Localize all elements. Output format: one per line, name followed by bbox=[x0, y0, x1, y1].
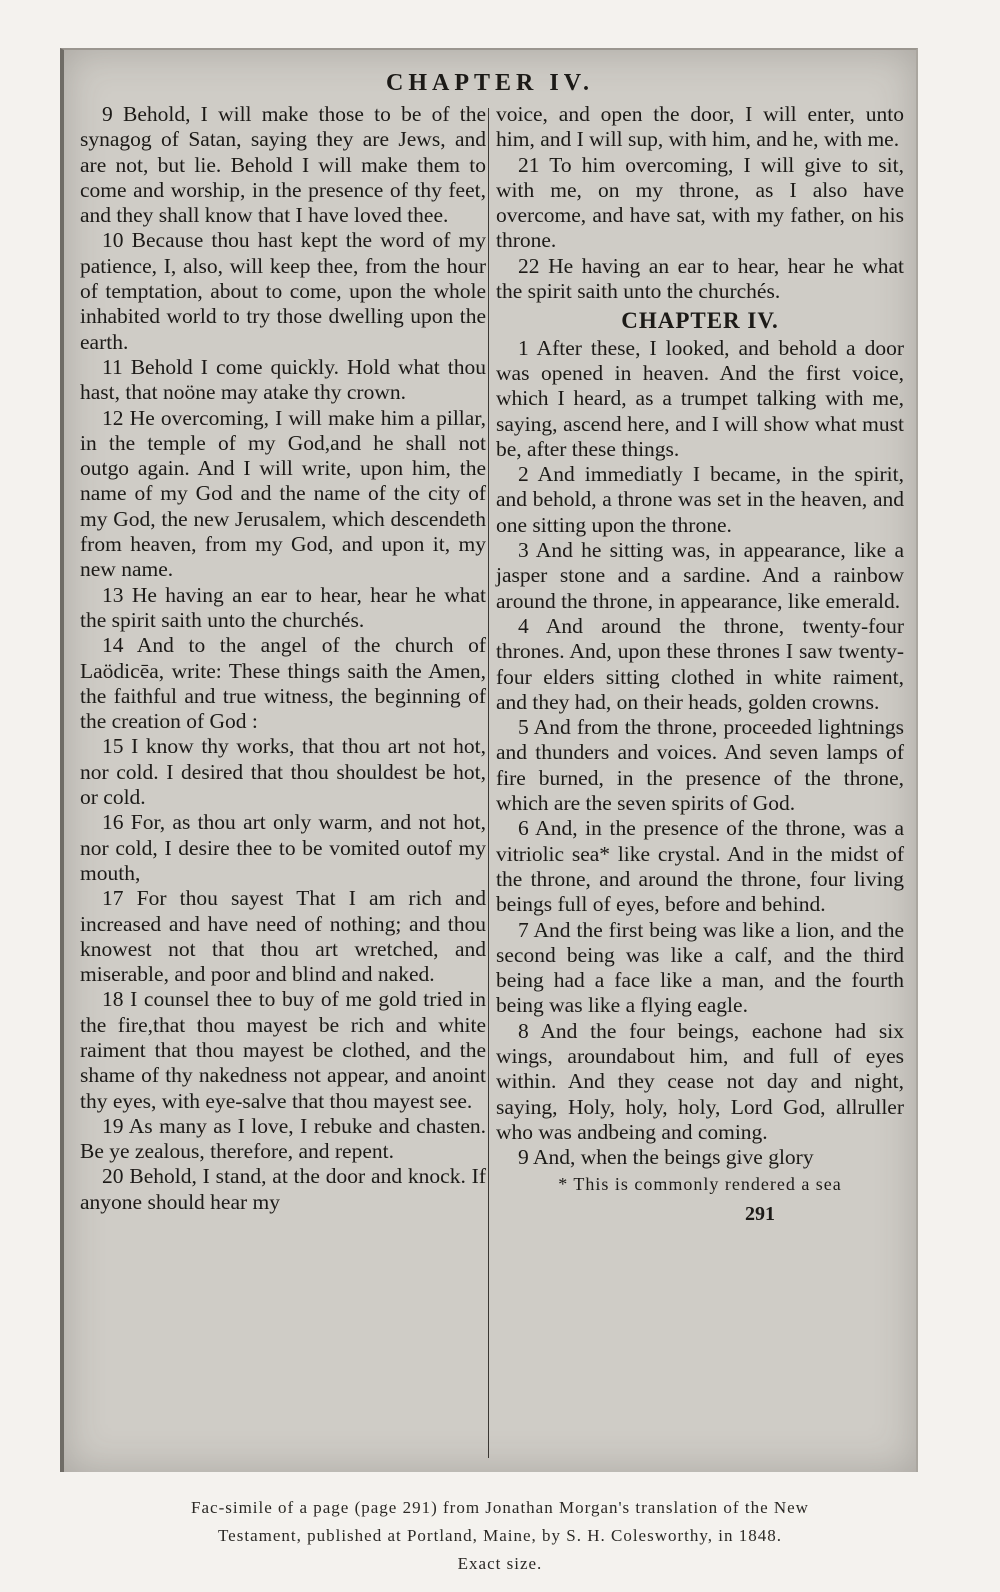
verse: 9 And, when the beings give glory bbox=[518, 1145, 814, 1170]
caption-line: Exact size. bbox=[457, 1554, 543, 1573]
verse: 17 For thou sayest That I am rich and increased and have need of nothing; and thou knowest not that thou art wretched, and miserable, and poor and blind and naked. bbox=[80, 886, 486, 987]
verse: 1 After these, I looked, and behold a door was opened in heaven. And the first voice, which I heard, as a trumpet talking with me, saying, ascend here, and I will show what must be, after these things. bbox=[496, 335, 904, 461]
verse: 19 As many as I love, I rebuke and chasten. Be ye zealous, therefore, and repent. bbox=[80, 1113, 486, 1164]
caption bbox=[0, 1494, 1000, 1578]
page-number: 291 bbox=[745, 1202, 775, 1225]
verse: 8 And the four beings, eachone had six wings, aroundabout him, and full of eyes within. And they cease not day and night, saying, Holy, holy, holy, Lord God, allruller who was andbeing and coming. bbox=[496, 1018, 904, 1144]
chapter-heading: CHAPTER IV. bbox=[386, 70, 594, 96]
verse: 6 And, in the presence of the throne, was a vitriolic sea* like crystal. And in the midst of the throne, and around the throne, four living beings full of eyes, before and behind. bbox=[496, 816, 904, 917]
verse: 12 He overcoming, I will make him a pillar, in the temple of my God,and he shall not outgo again. And I will write, upon him, the name of my God and the name of the city of my God, the new Jerusalem, which descendeth from heaven, from my God, and upon it, my new name. bbox=[80, 405, 486, 582]
verse: 9 Behold, I will make those to be of the synagog of Satan, saying they are Jews, and are not, but lie. Behold I will make them to come and worship, in the presence of thy feet, and they shall know that I have loved thee. bbox=[80, 102, 486, 228]
right-column bbox=[496, 102, 904, 1227]
column-divider bbox=[488, 108, 489, 1458]
verse: 7 And the first being was like a lion, and the second being was like a calf, and the third being had a face like a man, and the fourth being was like a flying eagle. bbox=[496, 917, 904, 1018]
verse: 15 I know thy works, that thou art not hot, nor cold. I desired that thou shouldest be hot, or cold. bbox=[80, 734, 486, 810]
verse: 16 For, as thou art only warm, and not hot, nor cold, I desire thee to be vomited outof my mouth, bbox=[80, 810, 486, 885]
facsimile-page bbox=[60, 48, 918, 1472]
verse: 3 And he sitting was, in appearance, like a jasper stone and a sardine. And a rainbow around the throne, in appearance, like emerald. bbox=[496, 538, 904, 613]
verse: 11 Behold I come quickly. Hold what thou hast, that noöne may atake thy crown. bbox=[80, 354, 486, 405]
caption-line: Testament, published at Portland, Maine, by S. H. Colesworthy, in 1848. bbox=[217, 1526, 783, 1545]
footnote: * This is commonly rendered a sea bbox=[558, 1174, 842, 1195]
verse: 21 To him overcoming, I will give to sit, with me, on my throne, as I also have overcome, and have sat, with my father, on his throne. bbox=[496, 152, 904, 253]
verse: 4 And around the throne, twenty-four thrones. And, upon these thrones I saw twenty-four elders sitting clothed in white raiment, and they had, on their heads, golden crowns. bbox=[496, 613, 904, 714]
verse: 2 And immediatly I became, in the spirit, and behold, a throne was set in the heaven, and one sitting upon the throne. bbox=[496, 462, 904, 537]
caption-line: Fac-simile of a page (page 291) from Jonathan Morgan's translation of the New bbox=[191, 1498, 809, 1517]
verse: 22 He having an ear to hear, hear he what the spirit saith unto the churchés. bbox=[496, 253, 904, 304]
verse: voice, and open the door, I will enter, unto him, and I will sup, with him, and he, with me. bbox=[496, 102, 904, 152]
verse: 10 Because thou hast kept the word of my patience, I, also, will keep thee, from the hour of temptation, about to come, upon the whole inhabited world to try those dwelling upon the earth. bbox=[80, 228, 486, 354]
verse: 13 He having an ear to hear, hear he what the spirit saith unto the churchés. bbox=[80, 582, 486, 632]
verse: 14 And to the angel of the church of Laödicēa, write: These things saith the Amen, the faithful and true witness, the beginning of the creation of God : bbox=[80, 633, 486, 734]
chapter-subheading: CHAPTER IV. bbox=[621, 308, 779, 334]
verse: 18 I counsel thee to buy of me gold tried in the fire,that thou mayest be rich and white raiment that thou mayest be clothed, and the shame of thy nakedness not appear, and anoint thy eyes, with eye-salve that thou mayest see. bbox=[80, 987, 486, 1113]
verse: 20 Behold, I stand, at the door and knock. If anyone should hear my bbox=[80, 1164, 486, 1214]
left-column bbox=[80, 102, 486, 1215]
verse: 5 And from the throne, proceeded lightnings and thunders and voices. And seven lamps of fire burned, in the presence of the throne, which are the seven spirits of God. bbox=[496, 715, 904, 816]
